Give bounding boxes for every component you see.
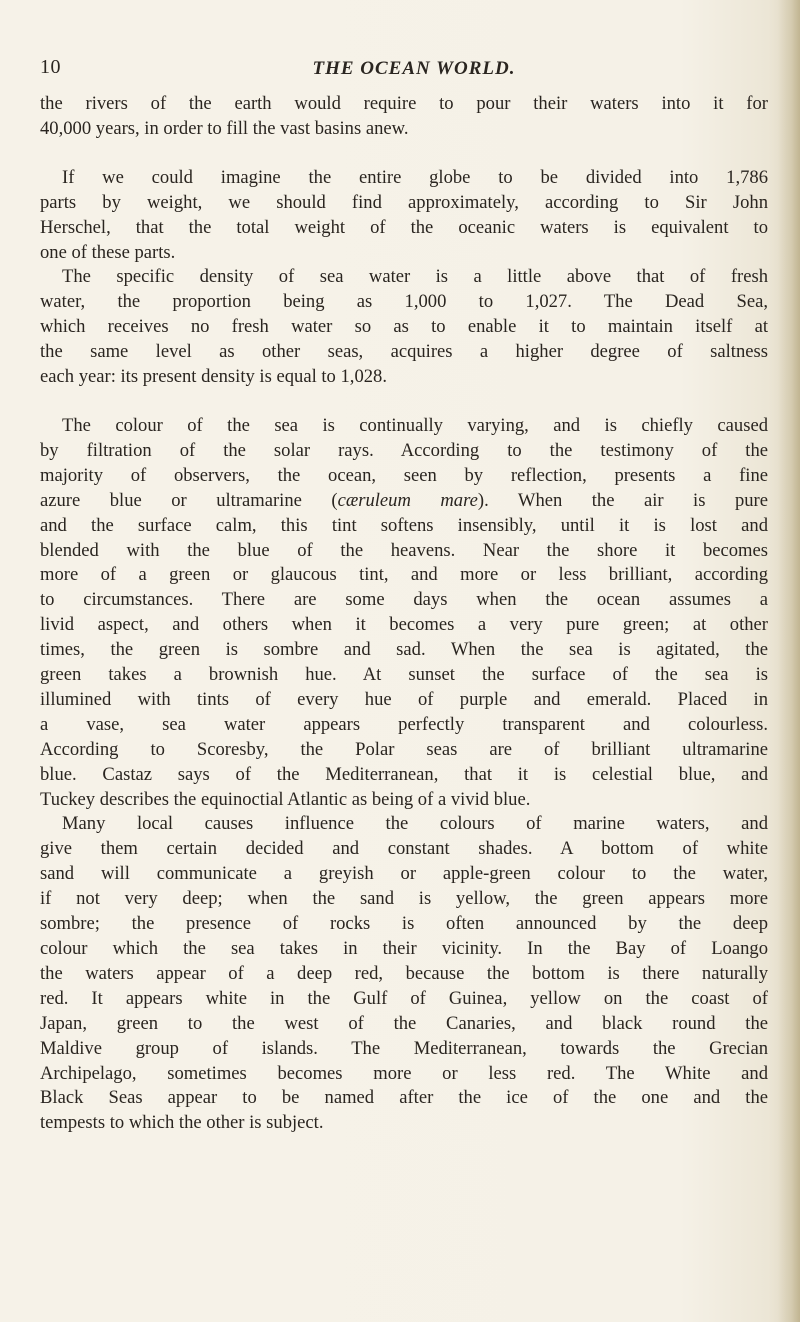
- text-line: parts by weight, we should find approximately, according to Sir John: [40, 191, 768, 213]
- text-line: times, the green is sombre and sad. When the sea is agitated, the: [40, 639, 768, 661]
- text-line: colour which the sea takes in their vicinity. In the Bay of Loango: [40, 938, 768, 959]
- text-line: to circumstances. There are some days when the ocean assumes a: [40, 589, 768, 611]
- text-line: tempests to which the other is subject.: [40, 1112, 324, 1134]
- text-line: green takes a brownish hue. At sunset the surface of the sea is: [40, 664, 768, 686]
- paragraph: [40, 166, 768, 266]
- text-line: Herschel, that the total weight of the oceanic waters is equivalent to: [40, 216, 768, 238]
- text-line: which receives no fresh water so as to enable it to maintain itself at: [40, 316, 768, 338]
- text-line: sombre; the presence of rocks is often announced by the deep: [40, 913, 768, 935]
- text-line: give them certain decided and constant shades. A bottom of white: [40, 838, 768, 860]
- text-line: and the surface calm, this tint softens insensibly, until it is lost and: [40, 514, 768, 536]
- latin-term: cæruleum mare: [337, 489, 478, 511]
- text-line: one of these parts.: [40, 241, 176, 263]
- text-line: Archipelago, sometimes becomes more or less red. The White and: [40, 1062, 768, 1084]
- running-head: [40, 56, 768, 86]
- text-line: The colour of the sea is continually varying, and is chiefly caused: [62, 414, 768, 436]
- running-title: THE OCEAN WORLD.: [312, 58, 516, 79]
- text-line: sand will communicate a greyish or apple-green colour to the water,: [40, 863, 768, 885]
- text-line: each year: its present density is equal to 1,028.: [40, 366, 387, 388]
- text-line: azure blue or ultramarine (cæruleum mare). When the air is pure: [40, 489, 768, 511]
- text-line: Maldive group of islands. The Mediterranean, towards the Grecian: [40, 1037, 768, 1059]
- text-line: more of a green or glaucous tint, and more or less brilliant, according: [40, 564, 768, 586]
- text-line: if not very deep; when the sand is yellow, the green appears more: [40, 888, 768, 910]
- text-line: red. It appears white in the Gulf of Guinea, yellow on the coast of: [40, 987, 768, 1009]
- text-line: Many local causes influence the colours of marine waters, and: [62, 813, 768, 835]
- text-line: blue. Castaz says of the Mediterranean, that it is celestial blue, and: [40, 763, 768, 785]
- text-line: If we could imagine the entire globe to be divided into 1,786: [62, 166, 768, 188]
- text-line: majority of observers, the ocean, seen by reflection, presents a fine: [40, 464, 768, 486]
- paragraph: [40, 414, 768, 813]
- text-line: livid aspect, and others when it becomes a very pure green; at other: [40, 614, 768, 636]
- text-line: the rivers of the earth would require to pour their waters into it for: [40, 93, 768, 114]
- page-number: 10: [40, 56, 61, 78]
- paragraph: [40, 92, 768, 142]
- body-text: [40, 92, 768, 1136]
- text-line: illumined with tints of every hue of purple and emerald. Placed in: [40, 688, 768, 710]
- text-line: the same level as other seas, acquires a higher degree of saltness: [40, 341, 768, 363]
- text-line: Japan, green to the west of the Canaries, and black round the: [40, 1012, 768, 1034]
- text-line: blended with the blue of the heavens. Near the shore it becomes: [40, 539, 768, 561]
- text-line: Black Seas appear to be named after the ice of the one and the: [40, 1087, 768, 1109]
- text-line: 40,000 years, in order to fill the vast basins anew.: [40, 117, 409, 139]
- text-line: Tuckey describes the equinoctial Atlantic as being of a vivid blue.: [40, 788, 531, 810]
- text-line: by filtration of the solar rays. According to the testimony of the: [40, 439, 768, 461]
- text-line: water, the proportion being as 1,000 to 1,027. The Dead Sea,: [40, 291, 768, 313]
- text-line: According to Scoresby, the Polar seas are of brilliant ultramarine: [40, 738, 768, 760]
- text-line: The specific density of sea water is a little above that of fresh: [62, 266, 768, 288]
- text-line: the waters appear of a deep red, because the bottom is there naturally: [40, 962, 768, 984]
- paragraph: [40, 812, 768, 1136]
- page-edge-shadow: [778, 0, 800, 1322]
- paragraph: [40, 265, 768, 390]
- text-line: a vase, sea water appears perfectly transparent and colourless.: [40, 713, 768, 735]
